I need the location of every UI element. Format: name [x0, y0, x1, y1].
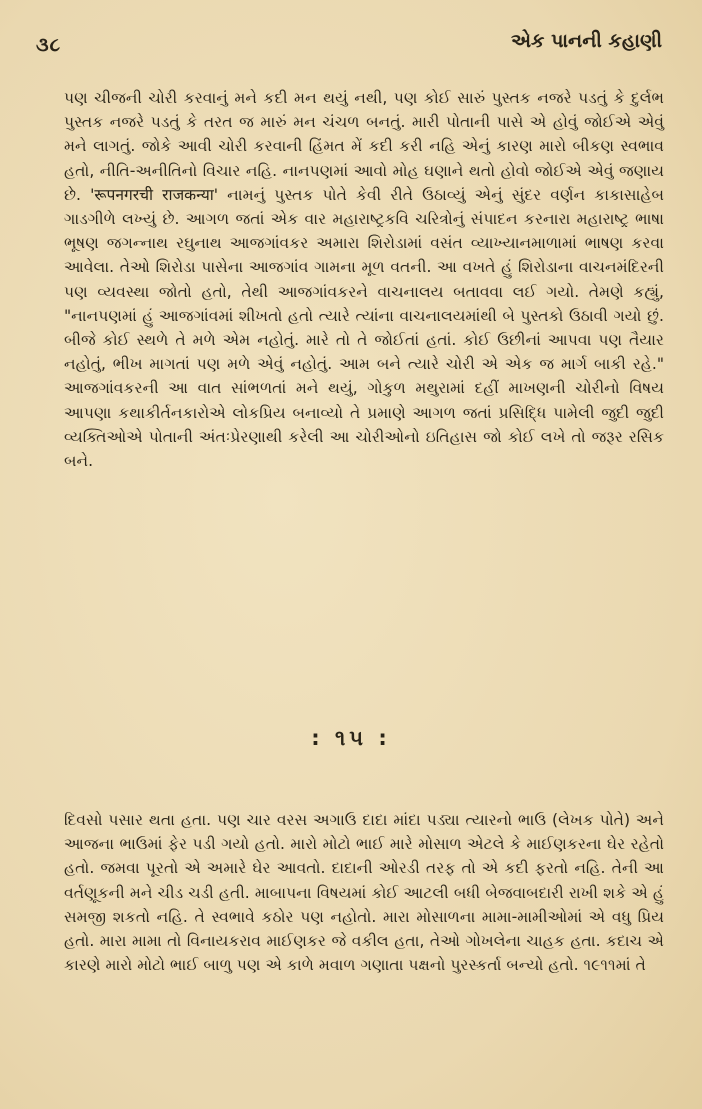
- running-header-title: એક પાનની કહાણી: [511, 30, 662, 52]
- body-paragraph-1: પણ ચીજની ચોરી કરવાનું મને કદી મન થયું નથી, પણ કોઈ સારું પુસ્તક નજરે પડતું કે દુર્લભ પુસ્તક નજરે પડતું કે તરત જ મારું મન ચંચળ બનતું. મારી પોતાની પાસે એ હોવું જોઈએ એવું મને લાગતું. જોકે આવી ચોરી કરવાની હિંમત મેં કદી કરી નહિ એનું કારણ મારો બીકણ સ્વભાવ હતો, નીતિ-અનીતિનો વિચાર નહિ. નાનપણમાં આવો મોહ ઘણાને થતો હોવો જોઈએ એવું જણાય છે. 'रूपनगरची राजकन्या' નામનું પુસ્તક પોતે કેવી રીતે ઉઠાવ્યું એનું સુંદર વર્ણન કાકાસાહેબ ગાડગીળે લખ્યું છે. આગળ જતાં એક વાર મહારાષ્ટ્રકવિ ચરિત્રોનું સંપાદન કરનારા મહારાષ્ટ્ર ભાષા ભૂષણ જગન્નાથ રઘુનાથ આજગાંવકર અમારા શિરોડામાં વસંત વ્યાખ્યાનમાળામાં ભાષણ કરવા આવેલા. તેઓ શિરોડા પાસેના આજગાંવ ગામના મૂળ વતની. આ વખતે હું શિરોડાના વાચનમંદિરની પણ વ્યવસ્થા જોતો હતો, તેથી આજગાંવકરને વાચનાલય બતાવવા લઈ ગયો. તેમણે કહ્યું, "નાનપણમાં હું આજગાંવમાં શીખતો હતો ત્યારે ત્યાંના વાચનાલયમાંથી બે પુસ્તકો ઉઠાવી ગયો છું. બીજે કોઈ સ્થળે તે મળે એમ નહોતું. મારે તો તે જોઈતાં હતાં. કોઈ ઉછીનાં આપવા પણ તૈયાર નહોતું, ભીખ માગતાં પણ મળે એવું નહોતું. આમ બને ત્યારે ચોરી એ એક જ માર્ગ બાકી રહે." આજગાંવકરની આ વાત સાંભળતાં મને થયું, ગોકુળ મથુરામાં દહીં માખણની ચોરીનો વિષય આપણા કથાકીર્તનકારોએ લોકપ્રિય બનાવ્યો તે પ્રમાણે આગળ જતાં પ્રસિદ્ધિ પામેલી જુદી જુદી વ્યક્તિઓએ પોતાની અંતઃપ્રેરણાથી કરેલી આ ચોરીઓનો ઇતિહાસ જો કોઈ લખે તો જરૂર રસિક બને.: [64, 89, 664, 471]
- page-number: ૩૮: [36, 34, 62, 56]
- body-paragraph-2: દિવસો પસાર થતા હતા. પણ ચાર વરસ અગાઉ દાદા માંદા પડ્યા ત્યારનો ભાઉ (લેખક પોતે) અને આજના ભાઉમાં ફેર પડી ગયો હતો. મારો મોટો ભાઈ મારે મોસાળ એટલે કે માઈણકરના ઘેર રહેતો હતો. જમવા પૂરતો એ અમારે ઘેર આવતો. દાદાની ઓરડી તરફ તો એ કદી ફરતો નહિ. તેની આ વર્તણૂકની મને ચીડ ચડી હતી. માબાપના વિષયમાં કોઈ આટલી બધી બેજવાબદારી રાખી શકે એ હું સમજી શકતો નહિ. તે સ્વભાવે કઠોર પણ નહોતો. મારા મોસાળના મામા-મામીઓમાં એ વધુ પ્રિય હતો. મારા મામા તો વિનાયકરાવ માઈણકર જે વકીલ હતા, તેઓ ગોખલેના ચાહક હતા. કદાચ એ કારણે મારો મોટો ભાઈ બાળુ પણ એ કાળે મવાળ ગણાતા પક્ષનો પુરસ્કર્તા બન્યો હતો. ૧૯૧૧માં તે: [64, 811, 664, 975]
- section-number: : ૧૫ :: [311, 726, 391, 750]
